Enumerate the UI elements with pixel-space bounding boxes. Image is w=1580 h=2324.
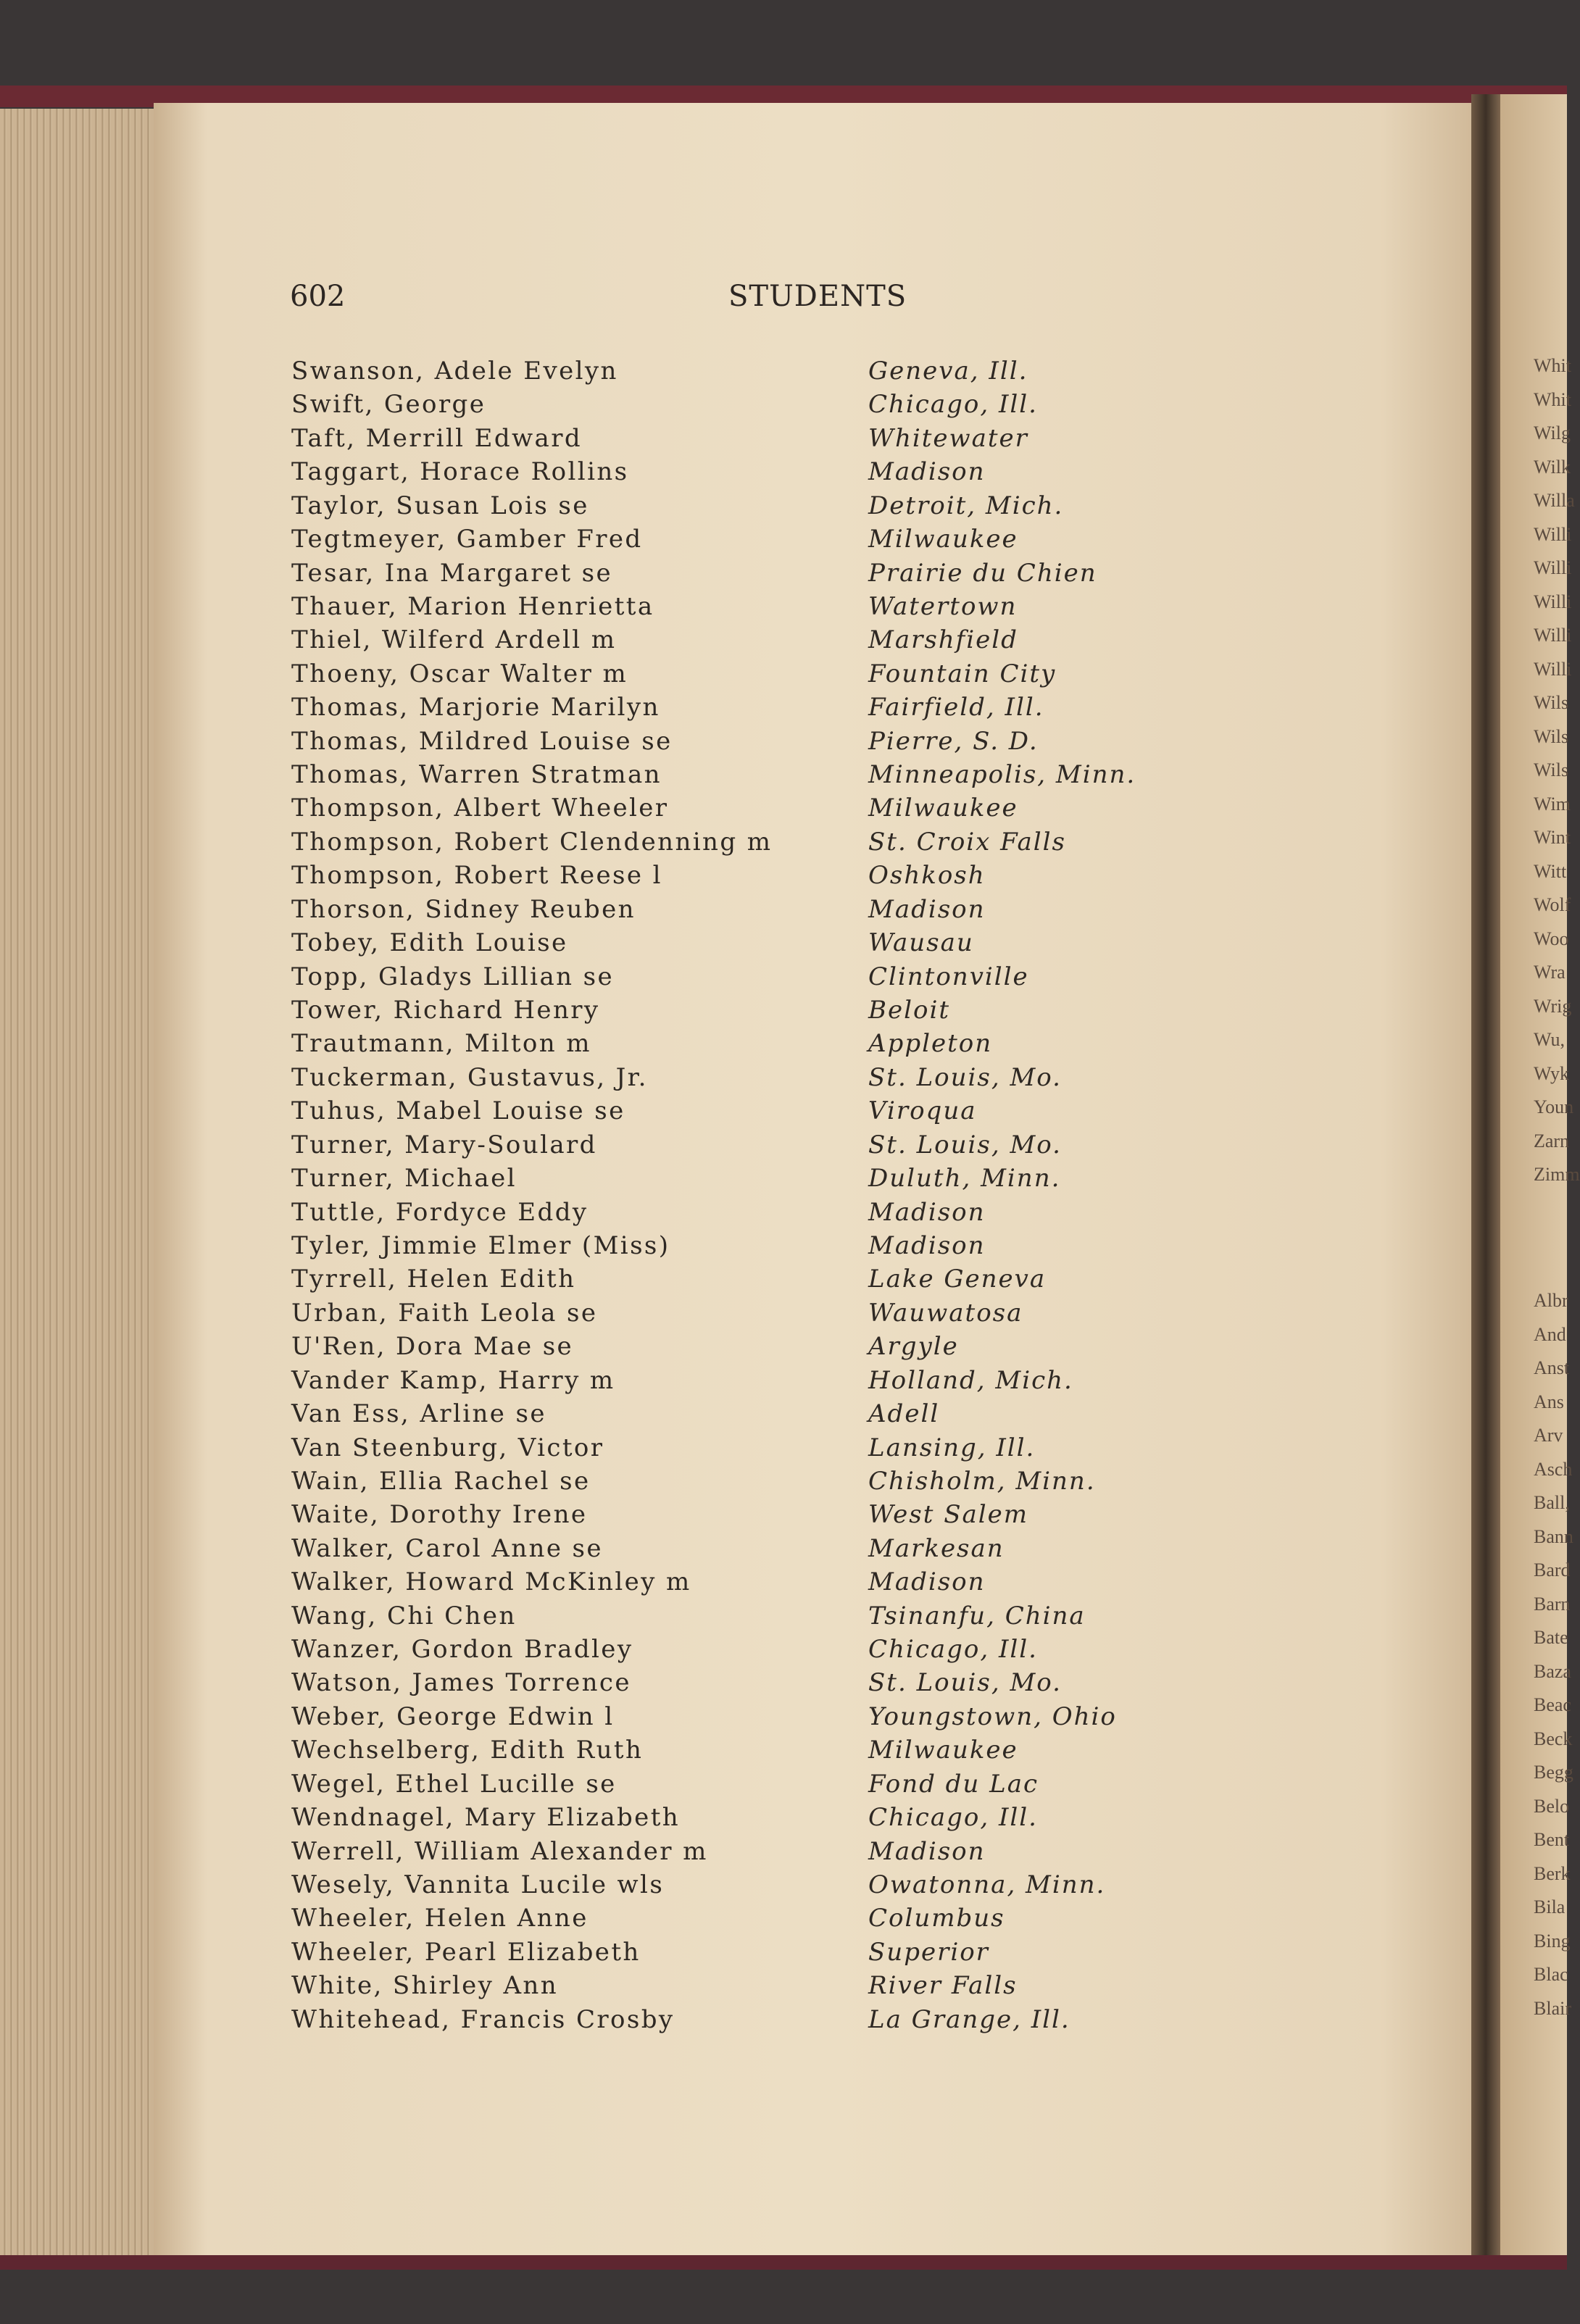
student-name: Swift, George bbox=[291, 390, 486, 420]
student-hometown: St. Croix Falls bbox=[868, 827, 1066, 857]
facing-page-fragment: Ans bbox=[1534, 1391, 1564, 1412]
student-name: Vander Kamp, Harry m bbox=[291, 1365, 615, 1395]
student-row bbox=[291, 1668, 1176, 1702]
student-name: Walker, Howard McKinley m bbox=[291, 1567, 691, 1597]
facing-page-fragment: Blac bbox=[1534, 1964, 1568, 1985]
student-name: Turner, Mary-Soulard bbox=[291, 1130, 597, 1159]
student-name: Urban, Faith Leola se bbox=[291, 1298, 598, 1328]
student-hometown: Madison bbox=[868, 1230, 986, 1260]
student-row bbox=[291, 1299, 1176, 1332]
student-name: Taggart, Horace Rollins bbox=[291, 457, 629, 487]
student-hometown: Wausau bbox=[868, 928, 974, 958]
student-row bbox=[291, 1736, 1176, 1769]
facing-page-edge bbox=[1500, 94, 1580, 2265]
student-name: Tuckerman, Gustavus, Jr. bbox=[291, 1062, 648, 1092]
facing-page-fragment: Blair bbox=[1534, 1997, 1571, 2019]
student-row bbox=[291, 1534, 1176, 1567]
student-hometown: Viroqua bbox=[868, 1096, 977, 1126]
student-row bbox=[291, 625, 1176, 659]
student-hometown: Fairfield, Ill. bbox=[868, 693, 1044, 722]
facing-page-fragment: Wolf bbox=[1534, 894, 1571, 915]
facing-page-fragment: Wu, bbox=[1534, 1029, 1565, 1050]
student-row bbox=[291, 828, 1176, 861]
student-name: Wain, Ellia Rachel se bbox=[291, 1466, 591, 1496]
page-title: STUDENTS bbox=[728, 280, 907, 313]
student-name: Wendnagel, Mary Elizabeth bbox=[291, 1803, 681, 1833]
student-name: Thoeny, Oscar Walter m bbox=[291, 659, 628, 688]
student-row bbox=[291, 2005, 1176, 2038]
student-hometown: Tsinanfu, China bbox=[868, 1601, 1086, 1630]
student-name: Walker, Carol Anne se bbox=[291, 1533, 603, 1563]
facing-page-fragment: Wils bbox=[1534, 759, 1569, 780]
student-name: Thauer, Marion Henrietta bbox=[291, 591, 654, 621]
student-hometown: West Salem bbox=[868, 1500, 1029, 1530]
student-hometown: Madison bbox=[868, 1836, 986, 1866]
student-name: Wechselberg, Edith Ruth bbox=[291, 1736, 644, 1765]
student-hometown: Wauwatosa bbox=[868, 1298, 1023, 1328]
facing-page-fragment: Bent bbox=[1534, 1829, 1570, 1850]
student-name: Waite, Dorothy Irene bbox=[291, 1500, 588, 1530]
facing-page-fragment: Willa bbox=[1534, 490, 1575, 511]
facing-page-fragment: Asch bbox=[1534, 1458, 1573, 1480]
student-hometown: Beloit bbox=[868, 996, 950, 1025]
facing-page-fragment: Zimm bbox=[1534, 1164, 1580, 1185]
student-row bbox=[291, 491, 1176, 525]
facing-page-fragment: Bing bbox=[1534, 1930, 1571, 1952]
student-hometown: Chisholm, Minn. bbox=[868, 1466, 1096, 1496]
student-hometown: Chicago, Ill. bbox=[868, 1803, 1038, 1833]
student-name: Wheeler, Pearl Elizabeth bbox=[291, 1937, 641, 1967]
facing-page-fragment: Willi bbox=[1534, 658, 1572, 680]
student-row bbox=[291, 525, 1176, 558]
facing-page-fragment: Bate bbox=[1534, 1627, 1568, 1648]
student-row bbox=[291, 1332, 1176, 1365]
student-name: Thompson, Albert Wheeler bbox=[291, 794, 669, 823]
student-hometown: Chicago, Ill. bbox=[868, 1635, 1038, 1665]
student-hometown: Adell bbox=[868, 1399, 940, 1429]
student-row bbox=[291, 1198, 1176, 1231]
student-row bbox=[291, 693, 1176, 726]
student-hometown: Appleton bbox=[868, 1029, 993, 1059]
student-row bbox=[291, 895, 1176, 928]
student-hometown: Lansing, Ill. bbox=[868, 1433, 1036, 1462]
student-row bbox=[291, 424, 1176, 457]
student-row bbox=[291, 1366, 1176, 1399]
student-hometown: River Falls bbox=[868, 1971, 1018, 2001]
student-hometown: Clintonville bbox=[868, 962, 1029, 991]
student-name: Thompson, Robert Reese l bbox=[291, 861, 662, 891]
facing-page-fragment: Wilk bbox=[1534, 456, 1571, 478]
book-gutter bbox=[1471, 94, 1500, 2265]
facing-page-fragment: Woo bbox=[1534, 928, 1569, 949]
student-hometown: Milwaukee bbox=[868, 794, 1018, 823]
facing-page-fragment: Albr bbox=[1534, 1290, 1568, 1311]
student-hometown: Lake Geneva bbox=[868, 1265, 1047, 1294]
student-row bbox=[291, 1029, 1176, 1062]
student-name: Thomas, Warren Stratman bbox=[291, 760, 662, 790]
facing-page-fragment: Beac bbox=[1534, 1694, 1571, 1715]
student-hometown: La Grange, Ill. bbox=[868, 2004, 1070, 2034]
student-row bbox=[291, 1164, 1176, 1197]
student-name: Tower, Richard Henry bbox=[291, 996, 600, 1025]
student-name: Watson, James Torrence bbox=[291, 1668, 631, 1698]
student-hometown: Fountain City bbox=[868, 659, 1057, 688]
student-hometown: Geneva, Ill. bbox=[868, 357, 1028, 386]
student-name: Thiel, Wilferd Ardell m bbox=[291, 625, 617, 655]
student-row bbox=[291, 1433, 1176, 1467]
facing-page-fragment: Belo bbox=[1534, 1795, 1570, 1817]
facing-page-fragment: Beck bbox=[1534, 1728, 1573, 1749]
student-name: White, Shirley Ann bbox=[291, 1971, 558, 2001]
student-name: Van Ess, Arline se bbox=[291, 1399, 546, 1429]
page-number: 602 bbox=[290, 280, 346, 313]
facing-page-fragment: And bbox=[1534, 1323, 1566, 1345]
facing-page-fragment: Willi bbox=[1534, 591, 1572, 612]
student-name: Taylor, Susan Lois se bbox=[291, 491, 589, 520]
student-name: Turner, Michael bbox=[291, 1164, 517, 1194]
student-hometown: Superior bbox=[868, 1937, 989, 1967]
student-row bbox=[291, 1567, 1176, 1601]
student-hometown: Holland, Mich. bbox=[868, 1365, 1073, 1395]
student-hometown: Prairie du Chien bbox=[868, 558, 1097, 588]
facing-page-fragment: Youn bbox=[1534, 1096, 1574, 1117]
facing-page-fragment: Willi bbox=[1534, 557, 1572, 578]
student-row bbox=[291, 1399, 1176, 1433]
facing-page-fragment: Witt bbox=[1534, 860, 1567, 882]
facing-page-fragment: Ball, bbox=[1534, 1492, 1570, 1513]
student-hometown: Detroit, Mich. bbox=[868, 491, 1064, 520]
student-hometown: Watertown bbox=[868, 591, 1018, 621]
student-row bbox=[291, 592, 1176, 625]
student-hometown: St. Louis, Mo. bbox=[868, 1130, 1062, 1159]
facing-page-fragment: Bann bbox=[1534, 1525, 1573, 1547]
student-row bbox=[291, 1803, 1176, 1836]
student-row bbox=[291, 1467, 1176, 1500]
student-name: Thompson, Robert Clendenning m bbox=[291, 827, 773, 857]
facing-page-fragment: Wint bbox=[1534, 827, 1571, 848]
student-name: Tuttle, Fordyce Eddy bbox=[291, 1197, 589, 1227]
student-name: Weber, George Edwin l bbox=[291, 1702, 615, 1731]
student-hometown: St. Louis, Mo. bbox=[868, 1668, 1062, 1698]
student-name: Wang, Chi Chen bbox=[291, 1601, 517, 1630]
student-row bbox=[291, 996, 1176, 1029]
student-row bbox=[291, 1063, 1176, 1096]
student-name: Topp, Gladys Lillian se bbox=[291, 962, 615, 991]
student-row bbox=[291, 1837, 1176, 1870]
student-row bbox=[291, 1938, 1176, 1971]
student-row bbox=[291, 861, 1176, 894]
student-row bbox=[291, 1602, 1176, 1635]
student-name: Werrell, William Alexander m bbox=[291, 1836, 708, 1866]
student-row bbox=[291, 928, 1176, 962]
student-hometown: Fond du Lac bbox=[868, 1769, 1039, 1799]
student-row bbox=[291, 1770, 1176, 1803]
student-row bbox=[291, 1231, 1176, 1265]
facing-page-fragment: Barn bbox=[1534, 1593, 1571, 1615]
facing-page-fragment: Wra bbox=[1534, 962, 1566, 983]
facing-page-fragment: Wim bbox=[1534, 793, 1571, 815]
page-edges bbox=[0, 109, 170, 2257]
student-hometown: Marshfield bbox=[868, 625, 1018, 655]
student-hometown: Whitewater bbox=[868, 423, 1028, 453]
facing-page-fragment: Willi bbox=[1534, 523, 1572, 545]
student-row bbox=[291, 760, 1176, 794]
student-hometown: Owatonna, Minn. bbox=[868, 1870, 1106, 1899]
student-hometown: Markesan bbox=[868, 1533, 1005, 1563]
student-name: Wesely, Vannita Lucile wls bbox=[291, 1870, 665, 1899]
student-hometown: Milwaukee bbox=[868, 525, 1018, 554]
facing-page-fragment: Willi bbox=[1534, 625, 1572, 646]
student-hometown: Madison bbox=[868, 1567, 986, 1597]
student-row bbox=[291, 390, 1176, 423]
facing-page-fragment: Baza bbox=[1534, 1660, 1571, 1682]
student-name: Tesar, Ina Margaret se bbox=[291, 558, 613, 588]
student-row bbox=[291, 1702, 1176, 1736]
student-row bbox=[291, 457, 1176, 491]
student-name: Van Steenburg, Victor bbox=[291, 1433, 604, 1462]
student-hometown: Oshkosh bbox=[868, 861, 986, 891]
student-row bbox=[291, 1971, 1176, 2004]
facing-page-fragment: Wilg bbox=[1534, 422, 1571, 443]
facing-page-fragment: Wyk bbox=[1534, 1062, 1569, 1084]
student-row bbox=[291, 1870, 1176, 1904]
student-hometown: St. Louis, Mo. bbox=[868, 1062, 1062, 1092]
student-hometown: Pierre, S. D. bbox=[868, 726, 1039, 756]
facing-page-fragment: Berk bbox=[1534, 1862, 1571, 1884]
student-name: Tyler, Jimmie Elmer (Miss) bbox=[291, 1230, 670, 1260]
student-name: Thorson, Sidney Reuben bbox=[291, 894, 636, 924]
student-name: Trautmann, Milton m bbox=[291, 1029, 591, 1059]
student-hometown: Chicago, Ill. bbox=[868, 390, 1038, 420]
facing-page-fragment: Wils bbox=[1534, 692, 1569, 713]
student-row bbox=[291, 357, 1176, 390]
student-hometown: Minneapolis, Minn. bbox=[868, 760, 1136, 790]
facing-page-fragment: Whit bbox=[1534, 388, 1571, 410]
student-name: Thomas, Mildred Louise se bbox=[291, 726, 673, 756]
student-row bbox=[291, 1096, 1176, 1130]
student-row bbox=[291, 1635, 1176, 1668]
student-hometown: Madison bbox=[868, 1197, 986, 1227]
student-row bbox=[291, 1904, 1176, 1937]
student-row bbox=[291, 727, 1176, 760]
student-hometown: Columbus bbox=[868, 1904, 1005, 1933]
book-cover-bottom-edge bbox=[0, 2255, 1567, 2270]
student-name: Whitehead, Francis Crosby bbox=[291, 2004, 675, 2034]
student-name: Tuhus, Mabel Louise se bbox=[291, 1096, 625, 1126]
student-name: Wanzer, Gordon Bradley bbox=[291, 1635, 633, 1665]
facing-page-fragment: Bila bbox=[1534, 1896, 1566, 1917]
facing-page-fragment: Begg bbox=[1534, 1762, 1573, 1783]
student-hometown: Madison bbox=[868, 457, 986, 487]
student-row bbox=[291, 1500, 1176, 1533]
facing-page-fragment: Whit bbox=[1534, 355, 1571, 376]
facing-page-fragment: Wrig bbox=[1534, 995, 1572, 1017]
student-name: Wheeler, Helen Anne bbox=[291, 1904, 589, 1933]
facing-page-fragment: Arv bbox=[1534, 1425, 1563, 1446]
student-hometown: Milwaukee bbox=[868, 1736, 1018, 1765]
student-name: Swanson, Adele Evelyn bbox=[291, 357, 618, 386]
student-name: Tegtmeyer, Gamber Fred bbox=[291, 525, 643, 554]
facing-page-fragment: Zarn bbox=[1534, 1130, 1570, 1151]
student-row bbox=[291, 559, 1176, 592]
facing-page-fragment: Wils bbox=[1534, 725, 1569, 747]
student-directory-list bbox=[291, 357, 1176, 2038]
student-hometown: Argyle bbox=[868, 1332, 959, 1362]
student-row bbox=[291, 794, 1176, 827]
page-header bbox=[290, 280, 1276, 323]
student-name: Tyrrell, Helen Edith bbox=[291, 1265, 576, 1294]
student-name: Taft, Merrill Edward bbox=[291, 423, 583, 453]
student-hometown: Madison bbox=[868, 894, 986, 924]
student-name: Tobey, Edith Louise bbox=[291, 928, 568, 958]
student-row bbox=[291, 962, 1176, 996]
facing-page-fragment: Bard bbox=[1534, 1559, 1571, 1580]
student-hometown: Duluth, Minn. bbox=[868, 1164, 1061, 1194]
student-hometown: Youngstown, Ohio bbox=[868, 1702, 1117, 1731]
facing-page-fragment: Anst bbox=[1534, 1357, 1570, 1378]
student-row bbox=[291, 1130, 1176, 1164]
student-row bbox=[291, 1265, 1176, 1298]
student-row bbox=[291, 659, 1176, 693]
student-name: Wegel, Ethel Lucille se bbox=[291, 1769, 617, 1799]
student-name: Thomas, Marjorie Marilyn bbox=[291, 693, 660, 722]
student-name: U'Ren, Dora Mae se bbox=[291, 1332, 574, 1362]
